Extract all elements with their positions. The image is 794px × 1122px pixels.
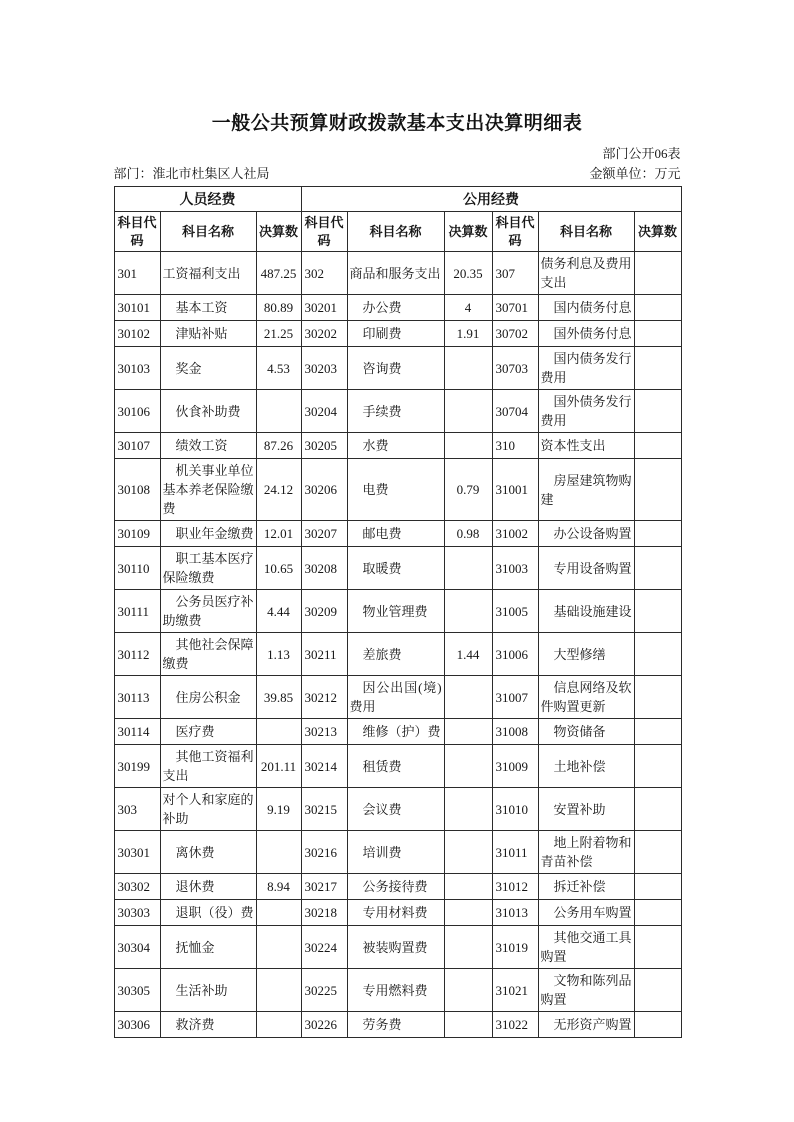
subject-name-cell: 专用燃料费 [347, 969, 444, 1012]
subject-name-cell: 公务接待费 [347, 874, 444, 900]
final-amount-cell [256, 926, 301, 969]
col-header-code-2: 科目代码 [301, 212, 347, 252]
subject-name-cell: 房屋建筑物购建 [538, 459, 634, 521]
subject-name-cell: 安置补助 [538, 788, 634, 831]
final-amount-cell: 4.44 [256, 590, 301, 633]
final-amount-cell [256, 390, 301, 433]
subject-name-cell: 工资福利支出 [160, 252, 256, 295]
subject-name-cell: 其他社会保障缴费 [160, 633, 256, 676]
subject-name-cell: 公务员医疗补助缴费 [160, 590, 256, 633]
subject-code-cell: 30202 [301, 321, 347, 347]
subject-name-cell: 差旅费 [347, 633, 444, 676]
table-body [114, 252, 681, 1038]
subject-code-cell: 30218 [301, 900, 347, 926]
subject-name-cell: 绩效工资 [160, 433, 256, 459]
final-amount-cell [444, 390, 492, 433]
col-header-name-3: 科目名称 [538, 212, 634, 252]
subject-name-cell: 生活补助 [160, 969, 256, 1012]
unit-label: 金额单位：万元 [589, 166, 681, 181]
final-amount-cell [444, 900, 492, 926]
subject-code-cell: 30199 [114, 745, 160, 788]
subject-code-cell: 30209 [301, 590, 347, 633]
final-amount-cell: 21.25 [256, 321, 301, 347]
page-title: 一般公共预算财政拨款基本支出决算明细表 [211, 113, 583, 134]
final-amount-cell [634, 347, 681, 390]
subject-code-cell: 31003 [492, 547, 538, 590]
final-amount-cell [444, 547, 492, 590]
subject-name-cell: 退职（役）费 [160, 900, 256, 926]
subject-code-cell: 30702 [492, 321, 538, 347]
col-header-code-3: 科目代码 [492, 212, 538, 252]
final-amount-cell: 201.11 [256, 745, 301, 788]
subject-name-cell: 水费 [347, 433, 444, 459]
subject-code-cell: 30204 [301, 390, 347, 433]
subject-code-cell: 303 [114, 788, 160, 831]
subject-code-cell: 30103 [114, 347, 160, 390]
final-amount-cell [444, 433, 492, 459]
final-amount-cell [256, 831, 301, 874]
subject-name-cell: 专用材料费 [347, 900, 444, 926]
final-amount-cell [444, 926, 492, 969]
subject-code-cell: 30110 [114, 547, 160, 590]
table-row [114, 547, 681, 590]
table-row [114, 295, 681, 321]
subject-name-cell: 无形资产购置 [538, 1012, 634, 1038]
table-row [114, 521, 681, 547]
final-amount-cell: 20.35 [444, 252, 492, 295]
subject-name-cell: 信息网络及软件购置更新 [538, 676, 634, 719]
subject-code-cell: 30303 [114, 900, 160, 926]
subject-code-cell: 30107 [114, 433, 160, 459]
subject-name-cell: 大型修缮 [538, 633, 634, 676]
subject-name-cell: 办公费 [347, 295, 444, 321]
subject-name-cell: 国内债务发行费用 [538, 347, 634, 390]
subject-name-cell: 津贴补贴 [160, 321, 256, 347]
subject-name-cell: 劳务费 [347, 1012, 444, 1038]
subject-name-cell: 会议费 [347, 788, 444, 831]
subject-name-cell: 地上附着物和青苗补偿 [538, 831, 634, 874]
final-amount-cell: 4 [444, 295, 492, 321]
final-amount-cell: 0.79 [444, 459, 492, 521]
final-amount-cell [634, 676, 681, 719]
subject-code-cell: 30108 [114, 459, 160, 521]
subject-name-cell: 商品和服务支出 [347, 252, 444, 295]
subject-name-cell: 救济费 [160, 1012, 256, 1038]
subject-name-cell: 物业管理费 [347, 590, 444, 633]
subject-name-cell: 土地补偿 [538, 745, 634, 788]
subject-code-cell: 30113 [114, 676, 160, 719]
subject-name-cell: 公务用车购置 [538, 900, 634, 926]
table-row [114, 590, 681, 633]
final-amount-cell [634, 633, 681, 676]
final-amount-cell: 87.26 [256, 433, 301, 459]
table-row [114, 1012, 681, 1038]
subject-code-cell: 30205 [301, 433, 347, 459]
final-amount-cell: 1.91 [444, 321, 492, 347]
table-row [114, 831, 681, 874]
subject-name-cell: 文物和陈列品购置 [538, 969, 634, 1012]
final-amount-cell: 4.53 [256, 347, 301, 390]
subject-code-cell: 31009 [492, 745, 538, 788]
subject-name-cell: 取暖费 [347, 547, 444, 590]
subject-code-cell: 30216 [301, 831, 347, 874]
subject-code-cell: 30212 [301, 676, 347, 719]
column-header-row [114, 212, 681, 252]
final-amount-cell [444, 788, 492, 831]
subject-name-cell: 国外债务付息 [538, 321, 634, 347]
subject-name-cell: 专用设备购置 [538, 547, 634, 590]
final-amount-cell [256, 1012, 301, 1038]
subject-name-cell: 被装购置费 [347, 926, 444, 969]
final-amount-cell: 9.19 [256, 788, 301, 831]
final-amount-cell: 0.98 [444, 521, 492, 547]
table-row [114, 321, 681, 347]
subject-name-cell: 住房公积金 [160, 676, 256, 719]
final-amount-cell [444, 745, 492, 788]
final-amount-cell [634, 295, 681, 321]
subject-name-cell: 咨询费 [347, 347, 444, 390]
subject-code-cell: 30217 [301, 874, 347, 900]
subject-code-cell: 307 [492, 252, 538, 295]
subject-code-cell: 30207 [301, 521, 347, 547]
col-header-amount-3: 决算数 [634, 212, 681, 252]
subject-code-cell: 30301 [114, 831, 160, 874]
section-personnel: 人员经费 [114, 187, 301, 212]
table-row [114, 676, 681, 719]
table-row [114, 390, 681, 433]
subject-name-cell: 抚恤金 [160, 926, 256, 969]
subject-name-cell: 债务利息及费用支出 [538, 252, 634, 295]
final-amount-cell [444, 874, 492, 900]
subject-code-cell: 30102 [114, 321, 160, 347]
final-amount-cell [634, 969, 681, 1012]
subject-name-cell: 其他交通工具购置 [538, 926, 634, 969]
table-row [114, 252, 681, 295]
subject-name-cell: 对个人和家庭的补助 [160, 788, 256, 831]
subject-name-cell: 国内债务付息 [538, 295, 634, 321]
department-label: 部门：淮北市杜集区人社局 [113, 166, 270, 181]
subject-name-cell: 因公出国(境)费用 [347, 676, 444, 719]
subject-code-cell: 31007 [492, 676, 538, 719]
subject-code-cell: 30304 [114, 926, 160, 969]
col-header-code-1: 科目代码 [114, 212, 160, 252]
final-amount-cell: 39.85 [256, 676, 301, 719]
subject-name-cell: 拆迁补偿 [538, 874, 634, 900]
subject-code-cell: 30201 [301, 295, 347, 321]
subject-code-cell: 31019 [492, 926, 538, 969]
subject-code-cell: 301 [114, 252, 160, 295]
subject-name-cell: 奖金 [160, 347, 256, 390]
final-amount-cell: 12.01 [256, 521, 301, 547]
col-header-amount-2: 决算数 [444, 212, 492, 252]
final-amount-cell [634, 547, 681, 590]
subject-name-cell: 办公设备购置 [538, 521, 634, 547]
final-amount-cell [444, 719, 492, 745]
subject-name-cell: 国外债务发行费用 [538, 390, 634, 433]
final-amount-cell [634, 831, 681, 874]
subject-name-cell: 物资储备 [538, 719, 634, 745]
subject-name-cell: 印刷费 [347, 321, 444, 347]
subject-name-cell: 基本工资 [160, 295, 256, 321]
final-amount-cell [634, 521, 681, 547]
subject-code-cell: 31010 [492, 788, 538, 831]
table-row [114, 874, 681, 900]
final-amount-cell [634, 900, 681, 926]
final-amount-cell: 8.94 [256, 874, 301, 900]
subject-code-cell: 30302 [114, 874, 160, 900]
subject-code-cell: 30106 [114, 390, 160, 433]
subject-code-cell: 30224 [301, 926, 347, 969]
table-row [114, 745, 681, 788]
subject-code-cell: 30215 [301, 788, 347, 831]
subject-code-cell: 30305 [114, 969, 160, 1012]
subject-code-cell: 302 [301, 252, 347, 295]
col-header-amount-1: 决算数 [256, 212, 301, 252]
final-amount-cell [634, 459, 681, 521]
final-amount-cell [444, 831, 492, 874]
table-header [114, 187, 681, 252]
subject-code-cell: 31005 [492, 590, 538, 633]
subject-name-cell: 租赁费 [347, 745, 444, 788]
subject-code-cell: 30206 [301, 459, 347, 521]
final-amount-cell [634, 788, 681, 831]
section-public: 公用经费 [301, 187, 681, 212]
final-amount-cell: 1.44 [444, 633, 492, 676]
subject-code-cell: 30213 [301, 719, 347, 745]
table-row [114, 347, 681, 390]
final-amount-cell [634, 590, 681, 633]
final-amount-cell [444, 347, 492, 390]
subject-code-cell: 31008 [492, 719, 538, 745]
subject-code-cell: 31002 [492, 521, 538, 547]
final-amount-cell [634, 252, 681, 295]
final-amount-cell: 487.25 [256, 252, 301, 295]
subject-name-cell: 退休费 [160, 874, 256, 900]
subject-code-cell: 31022 [492, 1012, 538, 1038]
table-row [114, 926, 681, 969]
subject-name-cell: 手续费 [347, 390, 444, 433]
form-code-label: 部门公开06表 [602, 146, 681, 161]
subject-name-cell: 离休费 [160, 831, 256, 874]
subject-code-cell: 30704 [492, 390, 538, 433]
final-amount-cell [634, 321, 681, 347]
subject-code-cell: 30111 [114, 590, 160, 633]
subject-code-cell: 31021 [492, 969, 538, 1012]
table-row [114, 433, 681, 459]
meta-line [114, 165, 681, 182]
subject-name-cell: 机关事业单位基本养老保险缴费 [160, 459, 256, 521]
subject-code-cell: 30114 [114, 719, 160, 745]
subject-code-cell: 30208 [301, 547, 347, 590]
subject-name-cell: 培训费 [347, 831, 444, 874]
table-row [114, 969, 681, 1012]
subject-code-cell: 30214 [301, 745, 347, 788]
table-row [114, 719, 681, 745]
subject-code-cell: 31001 [492, 459, 538, 521]
subject-name-cell: 职业年金缴费 [160, 521, 256, 547]
subject-code-cell: 30211 [301, 633, 347, 676]
subject-code-cell: 30225 [301, 969, 347, 1012]
subject-code-cell: 30203 [301, 347, 347, 390]
final-amount-cell: 1.13 [256, 633, 301, 676]
final-amount-cell [634, 390, 681, 433]
subject-code-cell: 31006 [492, 633, 538, 676]
subject-name-cell: 职工基本医疗保险缴费 [160, 547, 256, 590]
subject-name-cell: 资本性支出 [538, 433, 634, 459]
subject-name-cell: 其他工资福利支出 [160, 745, 256, 788]
final-amount-cell [634, 1012, 681, 1038]
final-amount-cell [444, 1012, 492, 1038]
subject-code-cell: 30112 [114, 633, 160, 676]
final-amount-cell: 24.12 [256, 459, 301, 521]
subject-code-cell: 31011 [492, 831, 538, 874]
col-header-name-1: 科目名称 [160, 212, 256, 252]
budget-sheet [114, 108, 681, 1038]
subject-code-cell: 30703 [492, 347, 538, 390]
subject-code-cell: 310 [492, 433, 538, 459]
subject-name-cell: 邮电费 [347, 521, 444, 547]
final-amount-cell [444, 676, 492, 719]
final-amount-cell [634, 719, 681, 745]
final-amount-cell: 80.89 [256, 295, 301, 321]
col-header-name-2: 科目名称 [347, 212, 444, 252]
final-amount-cell [634, 745, 681, 788]
subject-code-cell: 30226 [301, 1012, 347, 1038]
final-amount-cell [256, 969, 301, 1012]
final-amount-cell [444, 590, 492, 633]
final-amount-cell [634, 874, 681, 900]
budget-table [114, 186, 682, 1038]
subject-name-cell: 医疗费 [160, 719, 256, 745]
table-row [114, 900, 681, 926]
subject-name-cell: 伙食补助费 [160, 390, 256, 433]
final-amount-cell [256, 900, 301, 926]
subject-name-cell: 电费 [347, 459, 444, 521]
subject-code-cell: 30109 [114, 521, 160, 547]
final-amount-cell [634, 926, 681, 969]
table-row [114, 788, 681, 831]
subject-name-cell: 维修（护）费 [347, 719, 444, 745]
table-row [114, 633, 681, 676]
section-header-row [114, 187, 681, 212]
final-amount-cell [444, 969, 492, 1012]
subject-code-cell: 31012 [492, 874, 538, 900]
subject-code-cell: 31013 [492, 900, 538, 926]
subject-code-cell: 30701 [492, 295, 538, 321]
final-amount-cell [634, 433, 681, 459]
final-amount-cell: 10.65 [256, 547, 301, 590]
final-amount-cell [256, 719, 301, 745]
subject-name-cell: 基础设施建设 [538, 590, 634, 633]
subject-code-cell: 30306 [114, 1012, 160, 1038]
subject-code-cell: 30101 [114, 295, 160, 321]
table-row [114, 459, 681, 521]
